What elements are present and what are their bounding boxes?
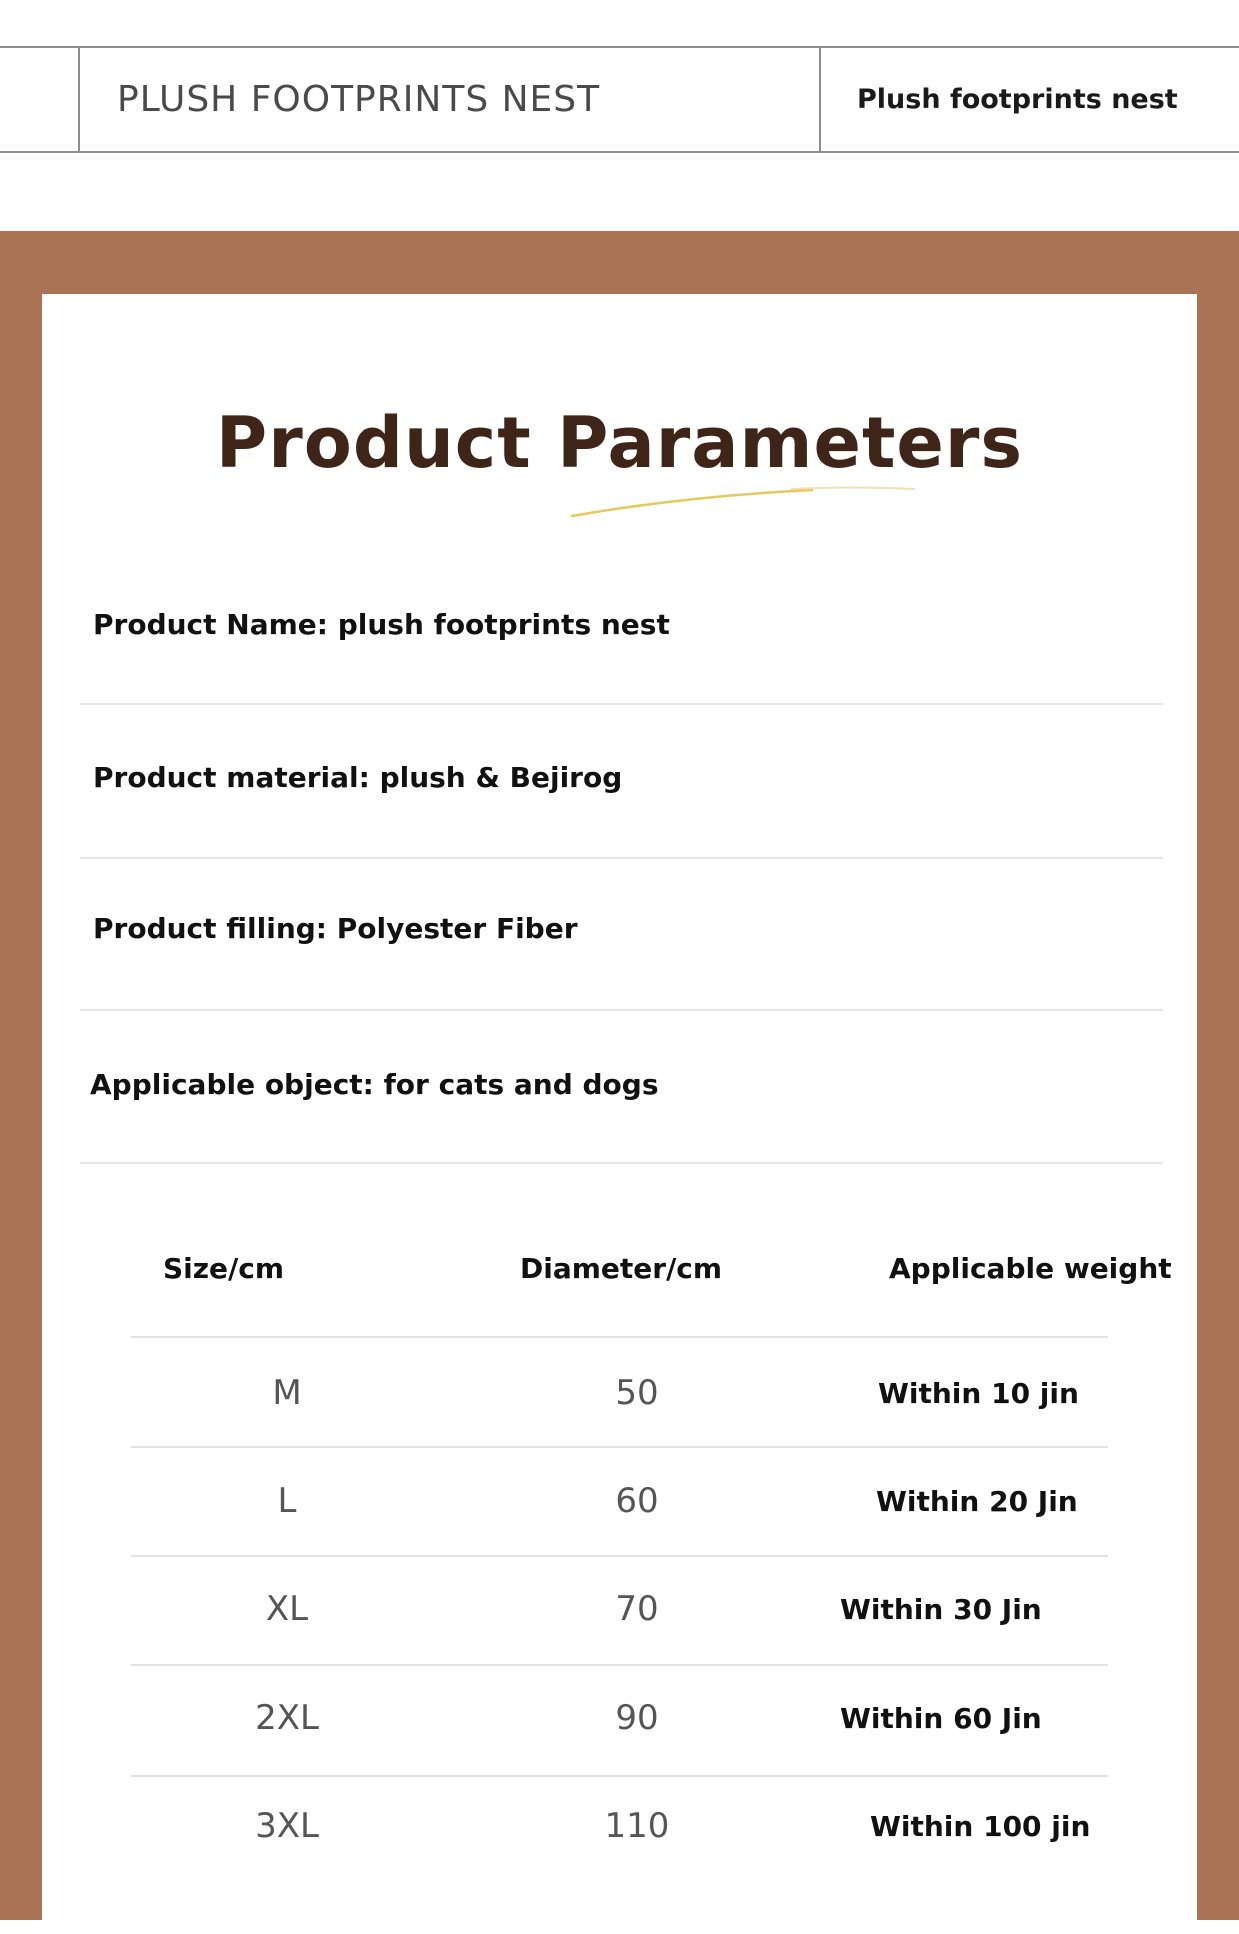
table-cell-weight: Within 20 Jin bbox=[876, 1485, 1078, 1518]
table-row-divider bbox=[131, 1555, 1108, 1557]
table-cell-diameter: 90 bbox=[615, 1698, 659, 1738]
panel-title: Product Parameters bbox=[215, 402, 1024, 484]
table-header-diameter: Diameter/cm bbox=[520, 1252, 723, 1285]
table-cell-diameter: 110 bbox=[604, 1806, 670, 1846]
param-divider bbox=[80, 857, 1163, 859]
header-band bbox=[0, 46, 1239, 153]
param-divider bbox=[80, 1162, 1163, 1164]
brown-frame bbox=[0, 231, 1239, 1920]
param-applicable-object: Applicable object: for cats and dogs bbox=[90, 1068, 659, 1101]
header-divider-right bbox=[819, 48, 821, 151]
table-cell-size: 3XL bbox=[255, 1806, 319, 1846]
table-cell-diameter: 70 bbox=[615, 1589, 659, 1629]
table-cell-size: XL bbox=[265, 1589, 309, 1629]
table-header-weight: Applicable weight bbox=[889, 1252, 1172, 1285]
table-row-divider bbox=[131, 1775, 1108, 1777]
param-product-name: Product Name: plush footprints nest bbox=[93, 608, 670, 641]
table-cell-size: M bbox=[272, 1373, 302, 1413]
table-cell-weight: Within 60 Jin bbox=[840, 1702, 1042, 1735]
param-product-material: Product material: plush & Bejirog bbox=[93, 761, 623, 794]
header-divider-left bbox=[78, 48, 80, 151]
table-row-divider bbox=[131, 1336, 1108, 1338]
table-header-size: Size/cm bbox=[163, 1252, 285, 1285]
param-divider bbox=[80, 703, 1163, 705]
table-cell-weight: Within 100 jin bbox=[870, 1810, 1091, 1843]
table-row-divider bbox=[131, 1664, 1108, 1666]
header-title: PLUSH FOOTPRINTS NEST bbox=[117, 79, 601, 120]
table-cell-weight: Within 10 jin bbox=[878, 1377, 1079, 1410]
header-subtitle: Plush footprints nest bbox=[857, 84, 1178, 115]
table-cell-diameter: 60 bbox=[615, 1481, 659, 1521]
table-cell-size: L bbox=[277, 1481, 297, 1521]
table-cell-weight: Within 30 Jin bbox=[840, 1593, 1042, 1626]
table-cell-size: 2XL bbox=[255, 1698, 319, 1738]
table-cell-diameter: 50 bbox=[615, 1373, 659, 1413]
parameters-panel bbox=[42, 294, 1197, 1934]
table-row-divider bbox=[131, 1446, 1108, 1448]
param-divider bbox=[80, 1009, 1163, 1011]
decorative-swoosh-icon bbox=[562, 484, 922, 524]
param-product-filling: Product filling: Polyester Fiber bbox=[93, 912, 578, 945]
